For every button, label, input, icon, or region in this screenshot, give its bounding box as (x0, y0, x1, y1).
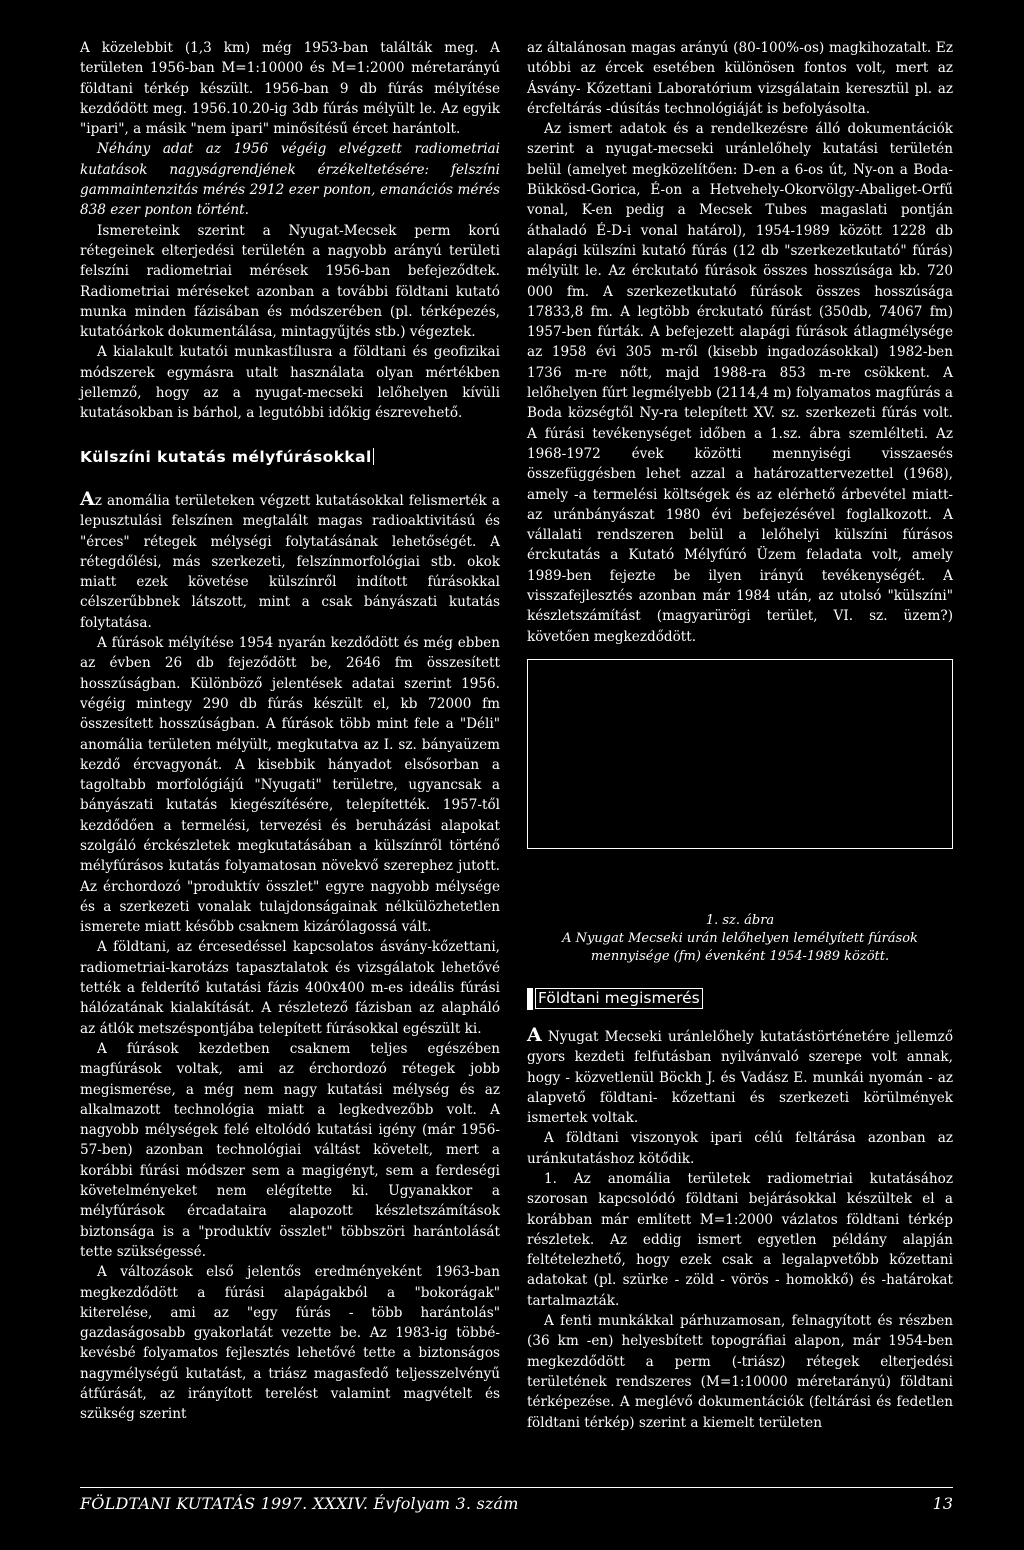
section-heading-kulszini (80, 447, 500, 467)
paragraph: A változások első jelentős eredményeként 1963-ban megkezdődött a fúrási alapágakból a "bokorágak" kiterelése, ami az "egy fúrás - több harántolás" gazdaságosabb gyakorlatát vezette be. Az 1983-ig többé-kevésbé folyamatos fejlesztés lehetővé tette a biztonságos nagymélységű kutatást, a triász magasfedő teljesszelvényű átfúrását, az irányított terelést valamint magvételt és szükség szerint (80, 1264, 500, 1423)
section-heading-text: Külszíni kutatás mélyfúrásokkal (80, 447, 372, 466)
initial-letter: A (527, 1023, 542, 1046)
footer-rule (80, 1487, 953, 1488)
paragraph: 1. Az anomália területek radiometriai kutatásához szorosan kapcsolódó földtani bejárásokkal készültek el a korábban már említett M=1:2000 vázlatos földtani térkép részletek. Az eddig ismert egyetlen példány alapján feltételezhető, hogy ezek csak a legalapvetőbb kőzettani adatokat (pl. szürke - zöld - vörös - homokkő) és -határokat tartalmazták. (527, 1170, 953, 1309)
paragraph: Az ismert adatok és a rendelkezésre álló dokumentációk szerint a nyugat-mecseki uránlelőhely kutatási területén belül (amelyet megközelítően: D-en a 6-os út, Ny-on a Boda-Bükkösd-Gorica, É-on a Hetvehely-Okorvölgy-Abaliget-Orfű vonal, K-en pedig a Mecsek Tubes magaslati pontján áthaladó É-D-i vonal határol), 1954-1989 között 1228 db alapági külszíni kutató fúrás (12 db "szerkezetkutató" fúrás) mélyült le. Az érckutató fúrások összes hosszúsága kb. 720 000 fm. A szerkezetkutató fúrások összes hosszúsága 17833,8 fm. A legtöbb érckutató fúrást (350db, 74067 fm) 1957-ben fúrták. A befejezett alapági fúrások átlagmélysége az 1958 évi 305 m-ről (kisebb ingadozásokkal) 1982-ben 1736 m-re nőtt, majd 1988-ra 853 m-re csökkent. A lelőhelyen fúrt legmélyebb (2114,4 m) folyamatos magfúrás a Boda községtől Ny-ra telepített XV. sz. szerkezeti fúrás volt. A fúrási tevékenységet időben a 1.sz. ábra szemlélteti. Az 1968-1972 évek közötti mennyiségi visszaesés összefüggésben lehet azzal a határozattervezettel (1968), amely -a termelési költségek és az elérhető árbevétel miatt- az uránbányászat 1980 évi befejezésével foglalkozott. A vállalati rendszeren belül a lelőhelyi külszíni fúrásos érckutatás a Kutató Mélyfúró Üzem feladata volt, amely 1989-ben fejezte be ilyen irányú tevékenységét. A visszafejlesztés azonban már 1984 után, az utolsó "külszíni" készletszámítást (magyarürögi terület, VI. sz. üzem?) követően megkezdődött. (527, 121, 953, 645)
heading-block-mark (527, 988, 533, 1010)
paragraph (527, 1025, 953, 1128)
paragraph: A földtani, az ércesedéssel kapcsolatos ásvány-kőzettani, radiometriai-karotázs tapasztalatok és vizsgálatok lehetővé tették a felderítő kutatási fázis 400x400 m-es ideális fúrási hálózatának kialakítását. A részletező fázisban az alapháló az átlók metszéspontjába telepített fúrásokkal egészült ki. (80, 939, 500, 1037)
italic-paragraph: Néhány adat az 1956 végéig elvégzett radiometriai kutatások nagyságrendjének érzékeltetésére: felszíni gammaintenzitás mérés 2912 ezer ponton, emanációs mérés 838 ezer ponton történt. (80, 141, 500, 219)
paragraph: A kialakult kutatói munkastílusra a földtani és geofizikai módszerek egymásra utalt használata olyan mértékben jellemző, hogy az a nyugat-mecseki lelőhelyen kívüli kutatásokban is bárhol, a legutóbbi időkig észrevehető. (80, 344, 500, 422)
heading-bar-mark (373, 448, 374, 465)
paragraph: A fenti munkákkal párhuzamosan, felnagyított és részben (36 km -en) helyesbített topográfiai alapon, már 1954-ben megkezdődött a perm (-triász) rétegek elterjedési területének rendszeres (M=1:10000 méretarányú) földtani térképezése. A meglévő dokumentációk (feltárási és fedetlen földtani térkép) szerint a kiemelt területen (527, 1313, 953, 1431)
paragraph: A közelebbit (1,3 km) még 1953-ban találták meg. A területen 1956-ban M=1:10000 és M=1:2000 méretarányú földtani térkép készült. 1956-ban 9 db fúrás mélyítése kezdődött meg. 1956.10.20-ig 3db fúrás mélyült le. Az egyik "ipari", a másik "nem ipari" minősítésű ércet harántolt. (80, 40, 500, 138)
initial-letter: A (80, 487, 95, 510)
figure-area (527, 849, 953, 912)
left-column (80, 38, 500, 1425)
paragraph: A fúrások mélyítése 1954 nyarán kezdődött és még ebben az évben 26 db fejeződött be, 2646 fm összesített hosszúságban. Különböző jelentések adatai szerint 1956. végéig mintegy 290 db fúrás készült el, kb 72000 fm összesített hosszúságban. A fúrások több mint fele a "Déli" anomália területen mélyült, megkutatva az I. sz. bányaüzem kezdő ércvagyonát. A kisebbik hányadot elsősorban a tagoltabb morfológiájú "Nyugati" területre, ugyancsak a bányászati kutatás kiegészítésére, telepítették. 1957-től kezdődően a termelési, tervezési és beruházási alapokat szolgáló érckészletek megkutatásában a külszínről történő mélyfúrásos kutatás folyamatosan növekvő szerephez jutott. Az érchordozó "produktív összlet" egyre nagyobb mélysége és a szerkezeti vonalak tulajdonságainak nélkülözhetetlen ismerete miatt később csaknem kizárólagossá vált. (80, 635, 500, 936)
journal-footer: FÖLDTANI KUTATÁS 1997. XXXIV. Évfolyam 3. szám (80, 1494, 519, 1513)
figure-number: 1. sz. ábra (705, 912, 775, 928)
section-heading-foldtani (527, 988, 953, 1010)
paragraph: A fúrások kezdetben csaknem teljes egészében magfúrások voltak, ami az érchordozó rétegek jobb megismerése, a még nem nagy kutatási mélység és az alkalmazott technológia miatt a legkedvezőbb volt. A nagyobb mélységek felé eltolódó kutatási igény (már 1956-57-ben) azonban technológiai váltást követelt, mert a korábbi fúrási módszer sem a magigényt, sem a ferdeségi követelményeket nem elégítette ki. Ugyanakkor a mélyfúrások ércadataira alapozott készletszámítások biztonsága is a "produktív összlet" többszöri harántolását tette szükségessé. (80, 1040, 500, 1260)
figure-title: A Nyugat Mecseki urán lelőhelyen lemélyített fúrások mennyisége (fm) évenként 1954-1989 között. (562, 930, 918, 964)
figure-frame (527, 659, 953, 849)
paragraph (80, 489, 500, 633)
paragraph: A földtani viszonyok ipari célú feltárása azonban az uránkutatáshoz kötődik. (527, 1130, 953, 1167)
section-heading-text: Földtani megismerés (535, 988, 703, 1009)
paragraph-text: z anomália területeken végzett kutatásokkal felismerték a lepusztulási felszínen megtalált magas radioaktivitású és "érces" rétegek mélységi folytatásának lehetőségét. A rétegdőlési, más szerkezeti, felszínmorfológiai stb. okok miatt ezek követése külszínről indított fúrásokkal célszerűbbnek látszott, mint a csak bányászati kutatás folytatása. (80, 492, 500, 631)
figure-caption (527, 912, 953, 966)
paragraph: Ismereteink szerint a Nyugat-Mecsek perm korú rétegeinek elterjedési területén a nagyobb arányú területi felszíni radiometriai mérések 1956-ban befejeződtek. Radiometriai méréseket azonban a további földtani kutató munka minden fázisában és módszerében (pl. térképezés, kutatóárkok dokumentálása, mintagyűjtés stb.) végeztek. (80, 222, 500, 341)
page-number: 13 (932, 1494, 953, 1513)
paragraph-text: Nyugat Mecseki uránlelőhely kutatástörténetére jellemző gyors kezdeti felfutásban nyilvánvaló szerepe volt annak, hogy - közvetlenül Böckh J. és Vadász E. munkái nyomán - az alapvető földtani- kőzettani és szerkezeti körülmények ismertek voltak. (527, 1028, 953, 1127)
paragraph: az általánosan magas arányú (80-100%-os) magkihozatalt. Ez utóbbi az ércek esetében különösen fontos volt, mert az Ásvány- Kőzettani Laboratórium vizsgálatain keresztül pl. az ércfeltárás -dúsítás technológiáját is befolyásolta. (527, 40, 953, 117)
right-column (527, 38, 953, 1433)
